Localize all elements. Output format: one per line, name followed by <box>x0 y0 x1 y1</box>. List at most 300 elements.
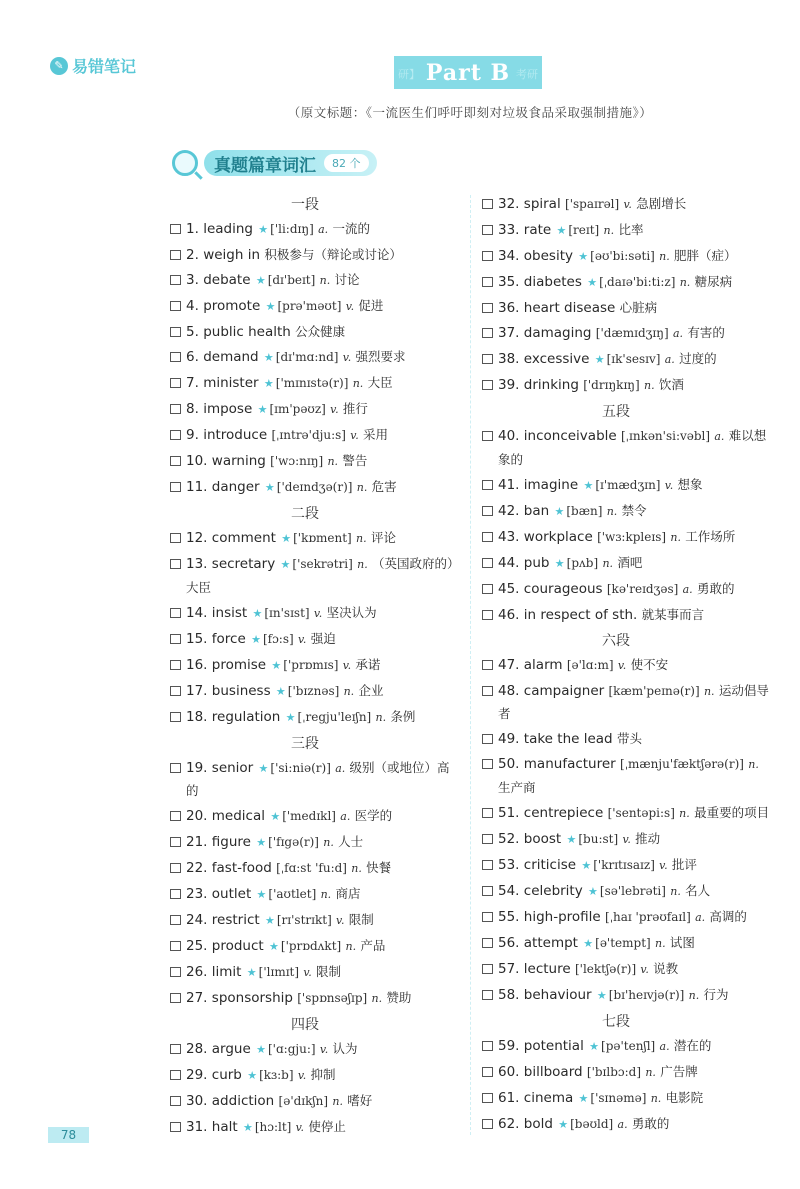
checkbox[interactable] <box>482 610 493 620</box>
section-heading: 五段 <box>602 404 630 420</box>
entry-phonetic: ['lɪmɪt] <box>258 965 300 979</box>
checkbox[interactable] <box>482 1093 493 1103</box>
entry-pos: n. <box>323 836 334 849</box>
entry-word: business <box>211 682 271 699</box>
checkbox[interactable] <box>482 886 493 896</box>
entry-text <box>498 604 770 627</box>
checkbox[interactable] <box>170 352 181 362</box>
entry-number: 38. <box>498 351 520 367</box>
entry-meaning: 警告 <box>342 453 368 468</box>
entry-pos: n. <box>320 888 332 901</box>
section-heading: 四段 <box>291 1017 319 1033</box>
vocab-entry <box>170 706 460 730</box>
vocab-header <box>172 148 377 178</box>
entry-word: weigh in <box>203 247 261 263</box>
vocab-entry <box>482 193 770 217</box>
entry-number: 19. <box>186 759 208 776</box>
entry-number: 22. <box>186 860 208 876</box>
checkbox[interactable] <box>482 199 493 209</box>
entry-meaning: 评论 <box>370 530 396 545</box>
checkbox[interactable] <box>482 328 493 338</box>
star-icon: ★ <box>242 1121 253 1134</box>
entry-phonetic: ['sekrətri] <box>292 557 353 571</box>
checkbox[interactable] <box>482 860 493 870</box>
entry-meaning: 批评 <box>671 856 697 872</box>
entry-number: 60. <box>498 1063 520 1080</box>
entry-text <box>186 398 460 422</box>
entry-meaning: 电影院 <box>665 1089 704 1105</box>
entry-meaning: 禁令 <box>621 502 647 518</box>
checkbox[interactable] <box>170 250 181 260</box>
vocab-entry <box>170 553 460 599</box>
entry-word: bold <box>523 1115 553 1132</box>
entry-text <box>498 193 770 217</box>
entry-number: 36. <box>498 300 520 316</box>
entry-word: alarm <box>523 656 563 673</box>
entry-phonetic: [bu:st] <box>578 831 619 846</box>
entry-phonetic: [kɜ:b] <box>259 1068 294 1082</box>
section-heading: 二段 <box>291 506 319 522</box>
entry-number: 4. <box>186 298 199 314</box>
vocab-entry <box>170 244 460 267</box>
entry-number: 13. <box>186 556 208 572</box>
entry-pos: n. <box>356 481 368 494</box>
entry-text <box>186 346 460 370</box>
checkbox[interactable] <box>170 608 181 618</box>
checkbox[interactable] <box>170 967 181 977</box>
entry-meaning: 糖尿病 <box>694 274 733 289</box>
checkbox[interactable] <box>170 941 181 951</box>
entry-pos: n. <box>602 556 614 570</box>
entry-meaning: 人士 <box>338 834 364 849</box>
checkbox[interactable] <box>482 354 493 364</box>
entry-phonetic: ['prɒmɪs] <box>283 657 339 672</box>
vocab-entry <box>482 245 770 269</box>
checkbox[interactable] <box>170 1070 181 1080</box>
entry-phonetic: ['spaɪrəl] <box>565 197 620 211</box>
entry-text <box>498 802 770 826</box>
entry-pos: v. <box>295 1121 305 1134</box>
entry-number: 15. <box>186 630 208 647</box>
star-icon: ★ <box>566 832 577 846</box>
vocab-title: 真题篇章词汇 <box>214 155 316 176</box>
vocab-header-pill <box>204 150 377 176</box>
vocab-entry <box>170 757 460 803</box>
entry-word: warning <box>211 453 266 469</box>
star-icon: ★ <box>251 632 261 646</box>
entry-word: fast-food <box>211 860 272 876</box>
checkbox[interactable] <box>170 327 181 337</box>
entry-text <box>498 984 770 1008</box>
entry-word: sponsorship <box>211 990 293 1006</box>
checkbox[interactable] <box>170 863 181 873</box>
entry-pos: n. <box>670 530 681 544</box>
entry-pos: n. <box>679 806 690 820</box>
checkbox[interactable] <box>482 660 493 670</box>
entry-word: heart disease <box>523 300 616 316</box>
entry-pos: a. <box>659 1039 670 1053</box>
entry-word: demand <box>203 349 259 365</box>
entry-word: promote <box>203 298 261 314</box>
entry-text <box>186 218 460 242</box>
entry-phonetic: ['wɔ:nɪŋ] <box>270 454 324 468</box>
entry-number: 30. <box>186 1093 208 1109</box>
entry-meaning: 抑制 <box>310 1067 336 1082</box>
entry-word: restrict <box>211 912 260 928</box>
entry-word: regulation <box>211 708 281 725</box>
entry-number: 10. <box>186 453 208 469</box>
vocab-entry <box>482 958 770 982</box>
entry-pos: n. <box>679 276 691 289</box>
entry-pos: n. <box>352 377 364 390</box>
entry-number: 17. <box>186 682 208 699</box>
entry-text <box>498 322 770 346</box>
star-icon: ★ <box>554 504 565 518</box>
entry-text <box>186 883 460 907</box>
star-icon: ★ <box>263 351 274 364</box>
entry-pos: v. <box>345 300 355 313</box>
entry-number: 35. <box>498 274 520 290</box>
entry-word: product <box>211 938 264 954</box>
vocab-entry <box>482 932 770 956</box>
vocab-entry <box>482 880 770 904</box>
entry-number: 14. <box>186 604 208 621</box>
entry-text <box>186 961 460 985</box>
checkbox[interactable] <box>170 712 181 722</box>
checkbox[interactable] <box>482 251 493 261</box>
star-icon: ★ <box>258 223 269 236</box>
entry-text <box>498 578 770 602</box>
checkbox[interactable] <box>482 558 493 568</box>
entry-number: 44. <box>498 554 520 571</box>
vocab-entry <box>482 728 770 751</box>
entry-word: rate <box>523 222 552 238</box>
checkbox[interactable] <box>482 964 493 974</box>
checkbox[interactable] <box>482 686 493 696</box>
vocab-count-badge: 82 个 <box>324 154 369 172</box>
star-icon: ★ <box>256 1043 266 1056</box>
star-icon: ★ <box>271 658 282 672</box>
entry-number: 59. <box>498 1037 520 1054</box>
entry-meaning: 难以想象的 <box>498 428 767 467</box>
checkbox[interactable] <box>170 275 181 285</box>
checkbox[interactable] <box>482 1067 493 1077</box>
vocab-entry <box>170 476 460 500</box>
checkbox[interactable] <box>482 808 493 818</box>
entry-pos: v. <box>330 403 339 416</box>
entry-text <box>186 476 460 500</box>
entry-text <box>186 680 460 704</box>
entry-pos: n. <box>748 758 759 771</box>
entry-meaning: 试图 <box>669 934 695 950</box>
checkbox[interactable] <box>482 431 493 441</box>
entry-word: courageous <box>523 580 603 597</box>
vocab-entry <box>482 1035 770 1059</box>
star-icon: ★ <box>589 1039 600 1053</box>
vocab-entry <box>482 1113 770 1137</box>
star-icon: ★ <box>587 276 598 289</box>
entry-meaning: 大臣 <box>367 375 393 390</box>
vocab-entry <box>170 602 460 626</box>
entry-text <box>186 244 460 267</box>
checkbox[interactable] <box>170 660 181 670</box>
entry-word: billboard <box>523 1063 583 1080</box>
checkbox[interactable] <box>482 759 493 769</box>
entry-number: 37. <box>498 325 520 341</box>
entry-text <box>498 728 770 751</box>
star-icon: ★ <box>578 250 589 263</box>
original-title-subtitle: （原文标题：《一流医生们呼吁即刻对垃圾食品采取强制措施》） <box>287 105 653 120</box>
entry-number: 42. <box>498 502 520 519</box>
entry-word: potential <box>523 1037 584 1054</box>
checkbox[interactable] <box>482 1041 493 1051</box>
entry-pos: a. <box>672 327 684 340</box>
entry-text <box>186 654 460 678</box>
vocab-entry <box>170 269 460 293</box>
entry-word: force <box>211 630 246 647</box>
entry-pos: n. <box>643 379 655 392</box>
checkbox[interactable] <box>482 734 493 744</box>
entry-phonetic: [pʌb] <box>566 555 599 570</box>
entry-word: leading <box>203 221 253 237</box>
entry-meaning: 推行 <box>342 401 368 416</box>
entry-text <box>186 269 460 293</box>
entry-meaning: 急剧增长 <box>636 196 687 211</box>
checkbox[interactable] <box>170 430 181 440</box>
entry-phonetic: [dɪ'mɑ:nd] <box>275 350 339 364</box>
entry-meaning: 肥胖（症） <box>674 248 737 263</box>
checkbox[interactable] <box>482 506 493 516</box>
checkbox[interactable] <box>170 533 181 543</box>
entry-meaning: 承诺 <box>355 656 381 672</box>
checkbox[interactable] <box>170 404 181 414</box>
star-icon: ★ <box>596 988 607 1002</box>
vocab-entry <box>170 883 460 907</box>
entry-text <box>186 295 460 319</box>
entry-phonetic: ['krɪtɪsaɪz] <box>593 857 655 872</box>
entry-number: 48. <box>498 682 520 699</box>
checkbox[interactable] <box>482 380 493 390</box>
checkbox[interactable] <box>170 763 181 773</box>
vocab-entry <box>482 552 770 576</box>
entry-text <box>186 602 460 626</box>
entry-text <box>186 831 460 855</box>
entry-meaning: 产品 <box>360 938 386 953</box>
checkbox[interactable] <box>170 559 181 569</box>
entry-pos: v. <box>336 914 345 927</box>
entry-pos: n. <box>650 1091 662 1105</box>
checkbox[interactable] <box>170 686 181 696</box>
vocab-entry <box>170 680 460 704</box>
entry-phonetic: [ˌɪntrə'dju:s] <box>271 428 346 442</box>
entry-word: pub <box>523 554 550 571</box>
vocab-entry <box>170 295 460 319</box>
entry-pos: v. <box>297 1069 307 1082</box>
entry-phonetic: ['kɒment] <box>293 531 352 545</box>
entry-meaning: 有害的 <box>687 325 725 340</box>
checkbox[interactable] <box>170 456 181 466</box>
checkbox[interactable] <box>482 834 493 844</box>
entry-text <box>186 1064 460 1088</box>
entry-word: public health <box>203 324 291 340</box>
entry-pos: a. <box>682 582 693 596</box>
vocab-entry <box>482 1087 770 1111</box>
checkbox[interactable] <box>170 1122 181 1132</box>
entry-text <box>186 321 460 344</box>
checkbox[interactable] <box>170 1096 181 1106</box>
entry-phonetic: ['spɒnsəʃɪp] <box>297 991 368 1005</box>
star-icon: ★ <box>269 940 279 953</box>
entry-phonetic: [bɪ'heɪvjə(r)] <box>608 987 685 1002</box>
checkbox[interactable] <box>482 990 493 1000</box>
entry-meaning: （英国政府的）大臣 <box>186 556 460 595</box>
entry-phonetic: [ˌɪnkən'si:vəbl] <box>621 429 711 443</box>
entry-pos: n. <box>356 532 367 545</box>
vocab-entry <box>170 450 460 474</box>
checkbox[interactable] <box>482 938 493 948</box>
checkbox[interactable] <box>170 224 181 234</box>
entry-meaning: 带头 <box>616 731 642 746</box>
entry-pos: a. <box>695 910 706 924</box>
entry-text <box>186 909 460 933</box>
entry-word: imagine <box>523 476 579 493</box>
vocab-entry <box>482 906 770 930</box>
checkbox[interactable] <box>170 811 181 821</box>
vocab-entry <box>482 802 770 826</box>
star-icon: ★ <box>256 836 267 849</box>
entry-phonetic: [rɪ'strɪkt] <box>276 913 332 927</box>
entry-phonetic: ['aʊtlet] <box>268 887 317 901</box>
entry-meaning: 比率 <box>618 222 644 237</box>
vocab-entry <box>482 854 770 878</box>
entry-pos: a. <box>617 1117 628 1131</box>
entry-meaning: 生产商 <box>498 779 536 795</box>
banner-ghost-left: 研】 <box>398 68 420 81</box>
vocab-entry <box>170 909 460 933</box>
entry-meaning: 积极参与（辩论或讨论） <box>264 247 402 262</box>
entry-number: 62. <box>498 1115 520 1132</box>
star-icon: ★ <box>556 224 567 237</box>
entry-phonetic: ['ɑ:gju:] <box>267 1042 316 1056</box>
vocab-entry <box>482 271 770 295</box>
checkbox[interactable] <box>482 277 493 287</box>
entry-phonetic: ['prɒdʌkt] <box>280 939 342 953</box>
entry-text <box>498 245 770 269</box>
entry-phonetic: [ˌhaɪ 'prəʊfaɪl] <box>605 909 691 924</box>
entry-pos: v. <box>659 858 668 872</box>
vocab-entry <box>482 474 770 498</box>
entry-meaning: 医学的 <box>354 808 393 823</box>
entry-number: 51. <box>498 804 520 821</box>
entry-pos: n. <box>371 992 383 1005</box>
checkbox[interactable] <box>170 915 181 925</box>
checkbox[interactable] <box>482 912 493 922</box>
entry-phonetic: ['lektʃə(r)] <box>574 961 637 976</box>
entry-word: insist <box>211 604 248 621</box>
entry-phonetic: ['mɪnɪstə(r)] <box>275 376 349 390</box>
entry-meaning: 饮酒 <box>658 377 684 392</box>
entry-number: 56. <box>498 934 520 951</box>
vocab-entry <box>170 961 460 985</box>
checkbox[interactable] <box>170 482 181 492</box>
vocab-entry <box>482 604 770 627</box>
vocab-entry <box>482 680 770 726</box>
entry-pos: n. <box>670 884 681 898</box>
checkbox[interactable] <box>170 993 181 1003</box>
checkbox[interactable] <box>482 584 493 594</box>
checkbox[interactable] <box>170 634 181 644</box>
vocab-entry <box>482 828 770 852</box>
checkbox[interactable] <box>170 1044 181 1054</box>
entry-pos: v. <box>342 658 352 672</box>
entry-word: in respect of sth. <box>523 606 638 623</box>
entry-phonetic: [reɪt] <box>568 223 600 237</box>
checkbox[interactable] <box>482 1119 493 1129</box>
vocab-entry <box>482 526 770 550</box>
entry-phonetic: [ˌregju'leɪʃn] <box>297 709 372 724</box>
entry-meaning: 心脏病 <box>619 300 658 315</box>
vocab-entry <box>482 984 770 1008</box>
section-heading: 三段 <box>291 735 319 752</box>
entry-phonetic: ['li:dɪŋ] <box>270 222 314 236</box>
star-icon: ★ <box>285 710 296 724</box>
entry-pos: n. <box>357 558 368 571</box>
checkbox[interactable] <box>170 378 181 388</box>
vocab-entry <box>170 218 460 242</box>
checkbox[interactable] <box>170 301 181 311</box>
entry-phonetic: [ɪ'mædʒɪn] <box>595 477 661 492</box>
entry-number: 3. <box>186 272 199 288</box>
entry-text <box>186 1116 460 1140</box>
star-icon: ★ <box>252 606 263 620</box>
checkbox[interactable] <box>482 532 493 542</box>
checkbox[interactable] <box>170 889 181 899</box>
entry-number: 40. <box>498 428 520 444</box>
star-icon: ★ <box>256 888 267 901</box>
entry-pos: v. <box>350 429 359 442</box>
checkbox[interactable] <box>170 837 181 847</box>
entry-number: 27. <box>186 990 208 1006</box>
entry-text <box>498 958 770 982</box>
entry-text <box>498 1113 770 1137</box>
entry-word: debate <box>203 272 251 288</box>
entry-pos: n. <box>319 274 331 287</box>
checkbox[interactable] <box>482 225 493 235</box>
entry-text <box>186 757 460 803</box>
entry-text <box>498 753 770 799</box>
entry-phonetic: ['wɜ:kpleɪs] <box>597 529 667 544</box>
entry-word: senior <box>211 759 254 776</box>
vocab-entry <box>170 398 460 422</box>
entry-meaning: 推动 <box>635 830 661 846</box>
entry-meaning: 强烈要求 <box>355 349 406 364</box>
checkbox[interactable] <box>482 480 493 490</box>
entry-word: cinema <box>523 1089 574 1106</box>
entry-phonetic: [sə'lebrəti] <box>599 883 666 898</box>
entry-word: diabetes <box>523 274 582 290</box>
star-icon: ★ <box>588 884 598 898</box>
vocab-entry <box>482 348 770 372</box>
entry-meaning: 强迫 <box>310 630 336 646</box>
entry-word: medical <box>211 808 266 824</box>
entry-text <box>498 680 770 726</box>
entry-number: 33. <box>498 222 520 238</box>
vocab-entry <box>170 1038 460 1062</box>
vocab-entry <box>170 527 460 551</box>
entry-word: addiction <box>211 1093 275 1109</box>
checkbox[interactable] <box>482 303 493 313</box>
entry-word: argue <box>211 1041 251 1057</box>
